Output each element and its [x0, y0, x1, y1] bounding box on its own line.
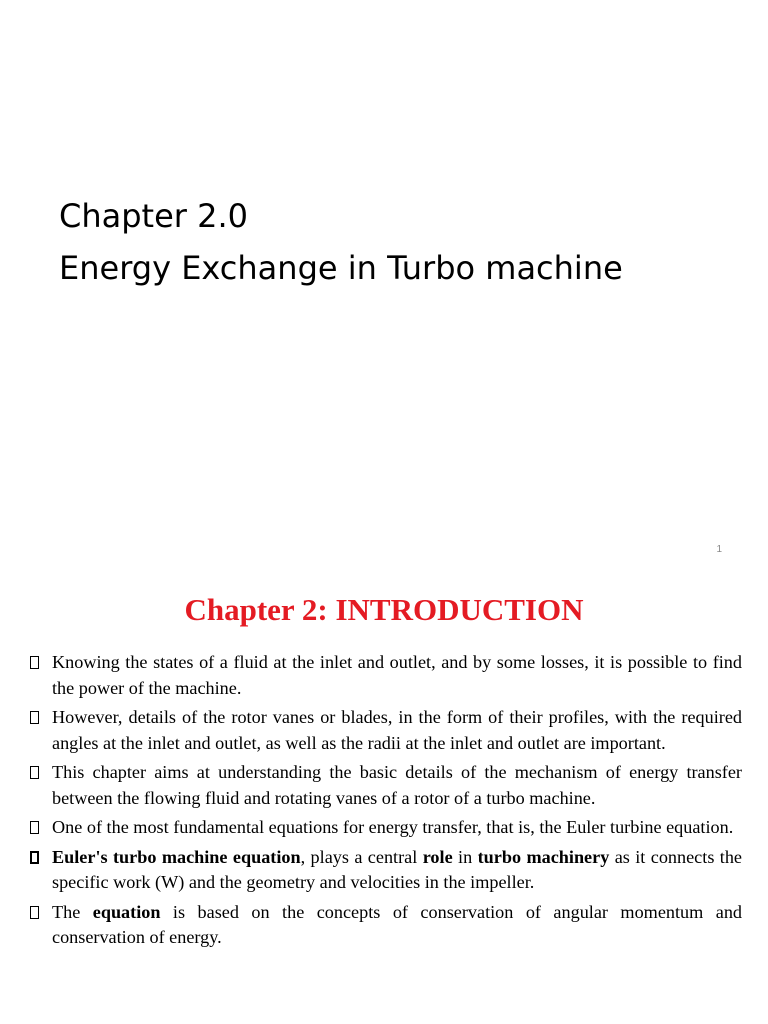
- bullet-text-part: in: [452, 846, 478, 867]
- bullet-text-part: The: [52, 901, 93, 922]
- square-bullet-icon: [30, 821, 39, 834]
- list-item: [30, 650, 742, 701]
- bullet-text: This chapter aims at understanding the basic details of the mechanism of energy transfer between the flowing fluid and rotating vanes of a rotor of a turbo machine.: [52, 762, 742, 808]
- bullet-text: However, details of the rotor vanes or blades, in the form of their profiles, with the required angles at the inlet and outlet, as well as the radii at the inlet and outlet are important.: [52, 707, 742, 753]
- square-bullet-icon: [30, 906, 39, 919]
- list-item: [30, 900, 742, 951]
- chapter-title: Energy Exchange in Turbo machine: [59, 249, 623, 287]
- equation-term: equation: [92, 901, 161, 922]
- bullet-text-part: is based on the concepts of conservation of angular momentum and conservation of energy.: [52, 901, 743, 947]
- bullet-text: [52, 902, 742, 948]
- bullet-list: [30, 650, 742, 955]
- square-bullet-icon: [30, 711, 39, 724]
- bullet-text-part: , plays a central: [300, 846, 423, 867]
- bullet-text: [52, 847, 742, 893]
- list-item: [30, 845, 742, 896]
- list-item: [30, 705, 742, 756]
- square-bullet-icon: [30, 656, 39, 669]
- square-bullet-icon: [30, 851, 39, 864]
- turbo-machinery-term: turbo machinery: [477, 846, 610, 867]
- bullet-text-part: as it connects the specific work (W) and the geometry and velocities in the impeller.: [52, 846, 743, 892]
- page-number: 1: [716, 544, 722, 555]
- chapter-number-title: Chapter 2.0: [59, 197, 248, 235]
- introduction-slide: [0, 576, 768, 1024]
- bullet-text: One of the most fundamental equations for energy transfer, that is, the Euler turbine equation.: [52, 817, 734, 837]
- list-item: [30, 760, 742, 811]
- euler-equation-term: Euler's turbo machine equation: [52, 846, 301, 867]
- role-term: role: [422, 846, 453, 867]
- list-item: [30, 815, 742, 841]
- bullet-text: Knowing the states of a fluid at the inlet and outlet, and by some losses, it is possible to find the power of the machine.: [52, 652, 742, 698]
- square-bullet-icon: [30, 766, 39, 779]
- introduction-heading: Chapter 2: INTRODUCTION: [184, 592, 584, 627]
